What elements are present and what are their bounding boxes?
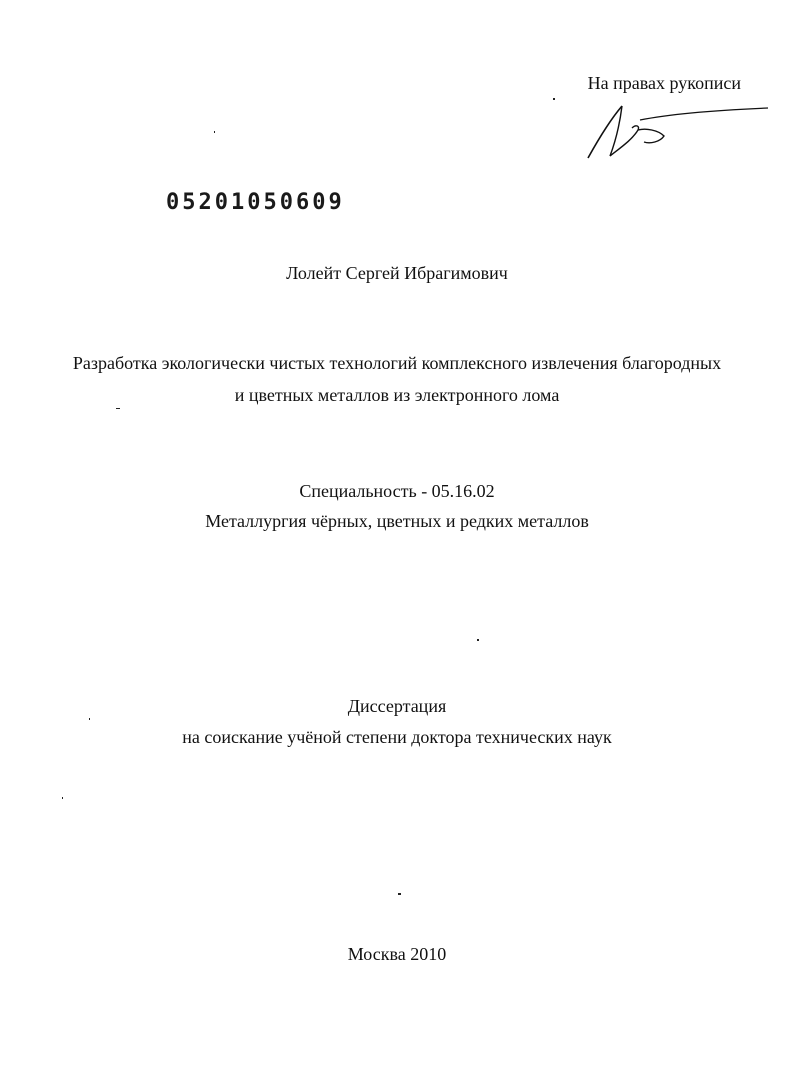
manuscript-rights-note: На правах рукописи (587, 73, 741, 93)
scan-speck (89, 718, 90, 720)
specialty-name: Металлургия чёрных, цветных и редких металлов (205, 511, 589, 531)
thesis-title-line-2: и цветных металлов из электронного лома (234, 385, 560, 405)
city-year: Москва 2010 (347, 944, 447, 964)
handwritten-signature (580, 100, 770, 166)
scan-speck (477, 639, 479, 641)
scan-speck (62, 797, 63, 799)
scan-speck (116, 408, 120, 409)
scan-speck (553, 98, 555, 100)
scan-speck (398, 893, 401, 895)
specialty-code: Специальность - 05.16.02 (299, 481, 495, 501)
dissertation-heading: Диссертация (347, 696, 447, 716)
thesis-title-line-1: Разработка экологически чистых технологий комплексного извлечения благородных (72, 353, 722, 373)
dissertation-purpose: на соискание учёной степени доктора технических наук (182, 727, 612, 747)
registration-number: 05201050609 (166, 190, 345, 215)
author-name: Лолейт Сергей Ибрагимович (286, 263, 508, 283)
scan-speck (214, 131, 215, 133)
